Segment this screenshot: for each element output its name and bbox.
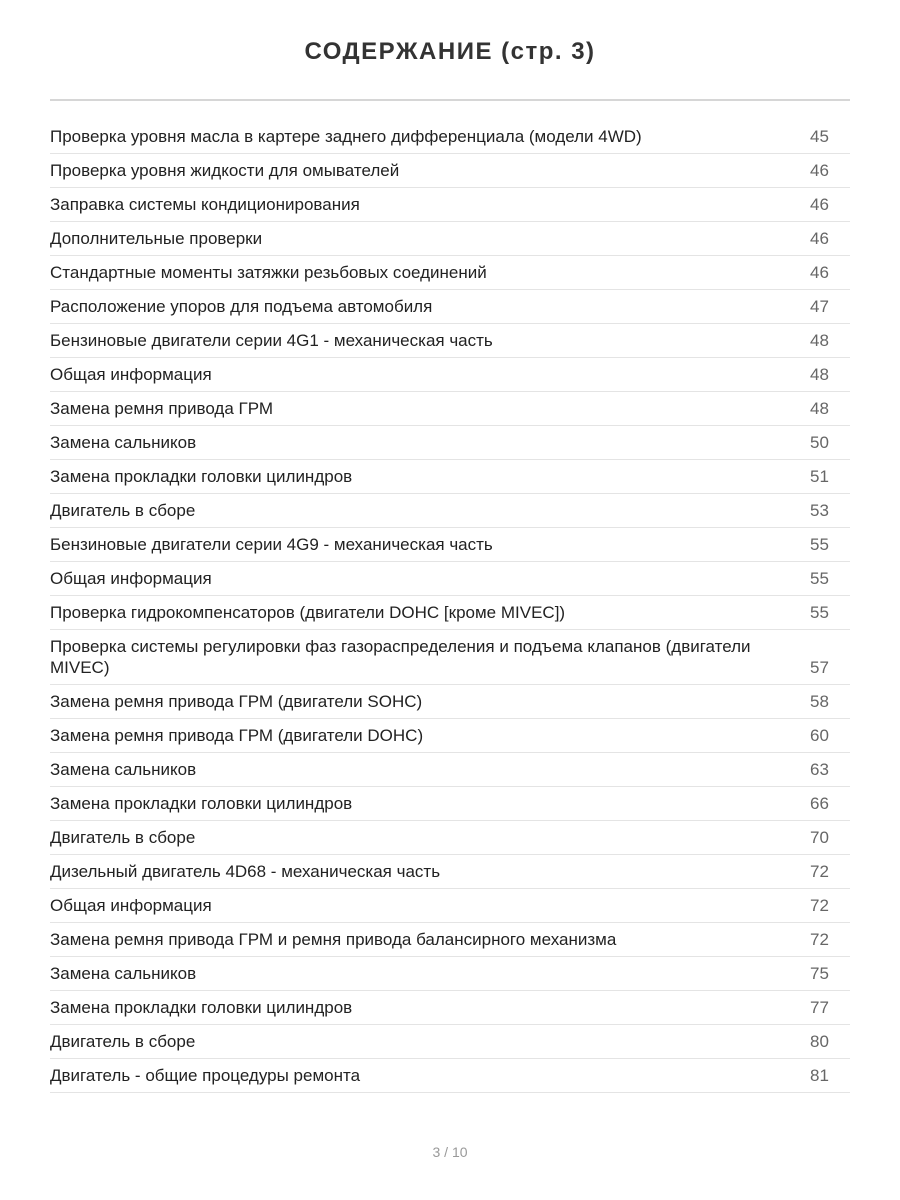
- toc-entry[interactable]: [50, 787, 850, 821]
- toc-entry-page-number: 57: [810, 658, 829, 677]
- toc-entry-title[interactable]: Проверка гидрокомпенсаторов (двигатели DOHC [кроме MIVEC]): [50, 603, 566, 622]
- toc-entry[interactable]: [50, 392, 850, 426]
- toc-entry-page-number: 55: [810, 603, 829, 622]
- toc-entry-page-number: 50: [810, 433, 829, 452]
- toc-entry-title[interactable]: Замена ремня привода ГРМ (двигатели SOHC): [50, 692, 423, 711]
- toc-entry-title[interactable]: Замена сальников: [50, 433, 197, 452]
- toc-entry-page-number: 55: [810, 569, 829, 588]
- toc-entry-title[interactable]: Общая информация: [50, 896, 212, 915]
- toc-entry[interactable]: [50, 154, 850, 188]
- toc-entry[interactable]: [50, 596, 850, 630]
- toc-entry-title[interactable]: Замена сальников: [50, 964, 197, 983]
- toc-entry-title[interactable]: Замена ремня привода ГРМ и ремня привода балансирного механизма: [50, 930, 617, 949]
- toc-entry-page-number: 72: [810, 930, 829, 949]
- toc-entry[interactable]: [50, 528, 850, 562]
- title-divider: [50, 99, 850, 101]
- toc-entry[interactable]: [50, 719, 850, 753]
- toc-entry-page-number: 46: [810, 229, 829, 248]
- toc-entry[interactable]: [50, 562, 850, 596]
- toc-entry-title[interactable]: Стандартные моменты затяжки резьбовых соединений: [50, 263, 487, 282]
- toc-entry-page-number: 77: [810, 998, 829, 1017]
- toc-entry-title[interactable]: Замена сальников: [50, 760, 197, 779]
- toc-entry-page-number: 58: [810, 692, 829, 711]
- toc-entry-page-number: 70: [810, 828, 829, 847]
- toc-entry-page-number: 48: [810, 365, 829, 384]
- toc-entry-page-number: 46: [810, 195, 829, 214]
- toc-entry-page-number: 48: [810, 399, 829, 418]
- toc-entry[interactable]: [50, 256, 850, 290]
- page-indicator: 3 / 10: [432, 1144, 468, 1160]
- toc-entry-title[interactable]: Замена прокладки головки цилиндров: [50, 998, 353, 1017]
- toc-entry-title[interactable]: Двигатель в сборе: [50, 828, 196, 847]
- toc-entry-page-number: 72: [810, 862, 829, 881]
- toc-entry[interactable]: [50, 290, 850, 324]
- toc-entry-title[interactable]: Дизельный двигатель 4D68 - механическая часть: [50, 862, 441, 881]
- toc-entry[interactable]: [50, 685, 850, 719]
- toc-entry-title[interactable]: Дополнительные проверки: [50, 229, 263, 248]
- toc-entry[interactable]: [50, 1025, 850, 1059]
- toc-entry-page-number: 48: [810, 331, 829, 350]
- toc-entry-page-number: 47: [810, 297, 829, 316]
- toc-entry[interactable]: [50, 460, 850, 494]
- toc-entry-page-number: 53: [810, 501, 829, 520]
- toc-entry[interactable]: [50, 991, 850, 1025]
- toc-entry-title[interactable]: Замена прокладки головки цилиндров: [50, 467, 353, 486]
- toc-entry-title[interactable]: Замена прокладки головки цилиндров: [50, 794, 353, 813]
- toc-entry-page-number: 55: [810, 535, 829, 554]
- toc-entry-title[interactable]: Двигатель - общие процедуры ремонта: [50, 1066, 361, 1085]
- toc-entry[interactable]: [50, 923, 850, 957]
- toc-entry-page-number: 75: [810, 964, 829, 983]
- toc-entry[interactable]: [50, 1059, 850, 1093]
- toc-entry[interactable]: [50, 426, 850, 460]
- toc-entry-title[interactable]: Заправка системы кондиционирования: [50, 195, 360, 214]
- toc-entry-page-number: 63: [810, 760, 829, 779]
- toc-entry-title[interactable]: Бензиновые двигатели серии 4G1 - механическая часть: [50, 331, 493, 350]
- toc-entry[interactable]: [50, 630, 850, 685]
- toc-entry[interactable]: [50, 494, 850, 528]
- toc-entry-page-number: 46: [810, 263, 829, 282]
- toc-entry-page-number: 45: [810, 127, 829, 146]
- toc-entry-page-number: 46: [810, 161, 829, 180]
- page-title: СОДЕРЖАНИЕ (стр. 3): [304, 38, 596, 65]
- toc-entry[interactable]: [50, 222, 850, 256]
- toc-entry-title[interactable]: Бензиновые двигатели серии 4G9 - механическая часть: [50, 535, 493, 554]
- toc-entry[interactable]: [50, 120, 850, 154]
- toc-entry[interactable]: [50, 358, 850, 392]
- toc-entry-title[interactable]: Проверка уровня масла в картере заднего дифференциала (модели 4WD): [50, 127, 642, 146]
- toc-entry-title[interactable]: Общая информация: [50, 569, 212, 588]
- toc-entry[interactable]: [50, 855, 850, 889]
- toc-entry-title[interactable]: Замена ремня привода ГРМ (двигатели DOHC): [50, 726, 424, 745]
- toc-entry[interactable]: [50, 324, 850, 358]
- toc-entry-title[interactable]: Двигатель в сборе: [50, 501, 196, 520]
- toc-entry-page-number: 51: [810, 467, 829, 486]
- toc-entry-title[interactable]: Проверка системы регулировки фаз газораспределения и подъема клапанов (двигатели MIVEC): [50, 637, 751, 677]
- table-of-contents: [50, 120, 850, 1093]
- toc-entry-page-number: 60: [810, 726, 829, 745]
- toc-entry-title[interactable]: Расположение упоров для подъема автомобиля: [50, 297, 433, 316]
- toc-entry-title[interactable]: Проверка уровня жидкости для омывателей: [50, 161, 400, 180]
- toc-entry-page-number: 72: [810, 896, 829, 915]
- toc-entry[interactable]: [50, 188, 850, 222]
- toc-entry-page-number: 81: [810, 1066, 829, 1085]
- toc-entry[interactable]: [50, 889, 850, 923]
- toc-entry-page-number: 80: [810, 1032, 829, 1051]
- toc-entry[interactable]: [50, 957, 850, 991]
- toc-entry-page-number: 66: [810, 794, 829, 813]
- toc-entry[interactable]: [50, 821, 850, 855]
- toc-entry-title[interactable]: Общая информация: [50, 365, 212, 384]
- toc-entry-title[interactable]: Двигатель в сборе: [50, 1032, 196, 1051]
- toc-entry-title[interactable]: Замена ремня привода ГРМ: [50, 399, 274, 418]
- toc-entry[interactable]: [50, 753, 850, 787]
